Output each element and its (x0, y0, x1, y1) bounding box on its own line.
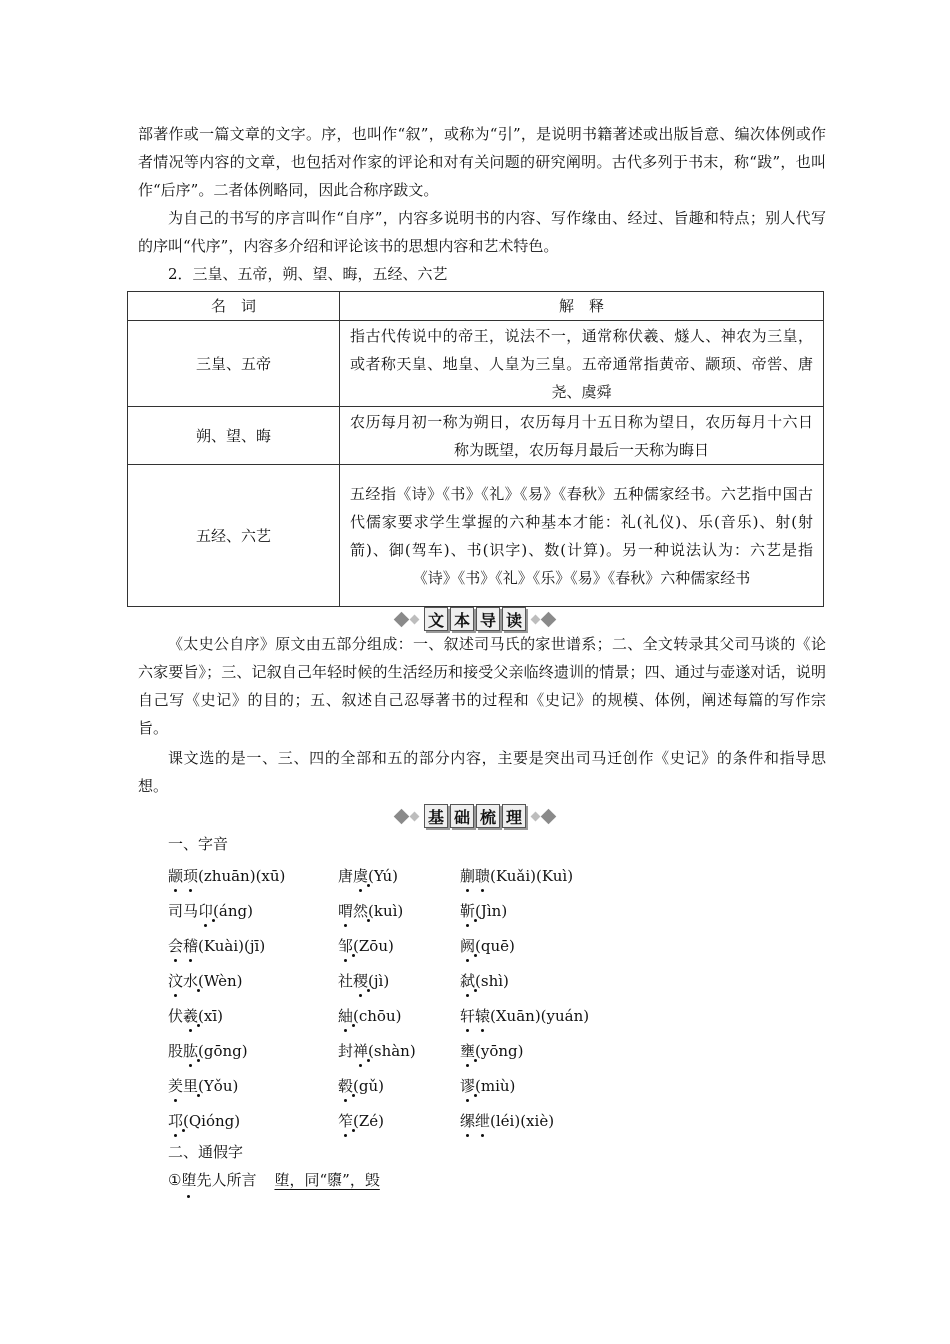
pronunciation-row (168, 928, 808, 963)
pronunciation-entry (168, 900, 338, 921)
table-header-row (128, 292, 824, 321)
char: 社 (338, 972, 354, 990)
pinyin: (yōng) (475, 1042, 524, 1060)
pinyin: (Wèn) (198, 972, 243, 990)
heading-char: 梳 (476, 804, 500, 828)
tongjiazi-item (168, 1168, 380, 1192)
char: 唐 (338, 867, 354, 885)
dotted-char: 缧 (460, 1112, 476, 1130)
pronunciation-entry (168, 1075, 338, 1096)
pronunciation-row (168, 858, 808, 893)
subheading-tongjiazi: 二、通假字 (168, 1143, 244, 1161)
heading-char: 本 (450, 607, 474, 631)
pronunciation-entry (168, 970, 338, 991)
diamond-decoration-icon (532, 811, 554, 822)
dotted-char: 壅 (460, 1042, 476, 1060)
pinyin: (Zé) (353, 1112, 385, 1130)
dotted-char: 绁 (475, 1112, 491, 1130)
row-term: 五经、六艺 (128, 465, 340, 607)
pronunciation-row (168, 893, 808, 928)
terms-table (127, 291, 824, 607)
dotted-char: 轩 (460, 1007, 476, 1025)
item-text: 先人所言 (196, 1171, 257, 1189)
header-desc: 解 释 (340, 292, 824, 321)
dotted-char: 邛 (168, 1112, 184, 1130)
pronunciation-entry (338, 865, 460, 886)
pinyin: (Kuǎi)(Kuì) (490, 867, 574, 885)
pronunciation-entry (460, 1075, 760, 1096)
intro-paragraph-2: 为自己的书写的序言叫作“自序”，内容多说明书的内容、写作缘由、经过、旨趣和特点；别人代写的序叫“代序”，内容多介绍和评论该书的思想内容和艺术特色。 (138, 209, 826, 255)
dotted-char: 笮 (338, 1112, 354, 1130)
pinyin: (Zōu) (353, 937, 394, 955)
dotted-char: 弑 (460, 972, 476, 990)
pronunciation-entry (168, 865, 338, 886)
heading-char: 导 (476, 607, 500, 631)
pinyin: (Xuān)(yuán) (490, 1007, 590, 1025)
pronunciation-entry (460, 1005, 760, 1026)
char: 封 (338, 1042, 354, 1060)
dotted-char: 阙 (460, 937, 476, 955)
pronunciation-row (168, 1103, 808, 1138)
dotted-char: 靳 (460, 902, 476, 920)
pronunciation-entry (338, 1075, 460, 1096)
pinyin: (Yǒu) (198, 1077, 239, 1095)
dotted-char: 堕 (181, 1168, 196, 1192)
pinyin: (miù) (475, 1077, 516, 1095)
dotted-char: 虞 (353, 867, 369, 885)
dotted-char: 卬 (198, 902, 214, 920)
row-desc: 农历每月初一称为朔日，农历每月十五日称为望日，农历每月十六日称为既望，农历每月最后一天称为晦日 (340, 407, 824, 465)
diamond-decoration-icon (396, 811, 418, 822)
dotted-char: 邹 (338, 937, 354, 955)
dotted-char: 辕 (475, 1007, 491, 1025)
dotted-char: 蒯 (460, 867, 476, 885)
pinyin: (Jìn) (475, 902, 508, 920)
subheading-pronunciation: 一、字音 (168, 835, 229, 853)
item-2-title: 2．三皇、五帝，朔、望、晦，五经、六艺 (168, 265, 448, 283)
section-heading-basics (0, 803, 950, 829)
pronunciation-entry (460, 900, 760, 921)
dotted-char: 肱 (183, 1042, 199, 1060)
diamond-decoration-icon (532, 614, 554, 625)
dotted-char: 顼 (183, 867, 199, 885)
row-desc: 指古代传说中的帝王，说法不一，通常称伏羲、燧人、神农为三皇，或者称天皇、地皇、人皇为三皇。五帝通常指黄帝、颛顼、帝喾、唐尧、虞舜 (340, 321, 824, 407)
pronunciation-grid (168, 858, 808, 1138)
item-answer: 堕，同“隳”，毁 (274, 1171, 380, 1189)
heading-char: 读 (502, 607, 526, 631)
heading-char: 文 (424, 607, 448, 631)
item-number: ① (168, 1171, 182, 1189)
dotted-char: 禅 (353, 1042, 369, 1060)
table-row (128, 465, 824, 607)
diamond-decoration-icon (396, 614, 418, 625)
pinyin: (kuì) (368, 902, 404, 920)
table-row (128, 407, 824, 465)
header-term: 名 词 (128, 292, 340, 321)
row-desc: 五经指《诗》《书》《礼》《易》《春秋》五种儒家经书。六艺指中国古代儒家要求学生掌握的六种基本才能：礼(礼仪)、乐(音乐)、射(射箭)、御(驾车)、书(识字)、数(计算)。另一种说法认为：六艺是指《诗》《书》《礼》《乐》《易》《春秋》六种儒家经书 (340, 465, 824, 607)
char: 然 (353, 902, 369, 920)
pronunciation-row (168, 1033, 808, 1068)
row-term: 三皇、五帝 (128, 321, 340, 407)
pronunciation-entry (168, 1005, 338, 1026)
pinyin: (áng) (213, 902, 253, 920)
dotted-char: 汶 (168, 972, 184, 990)
char: 伏 (168, 1007, 184, 1025)
pronunciation-entry (460, 970, 760, 991)
table-row (128, 321, 824, 407)
pinyin: (gōng) (198, 1042, 248, 1060)
dotted-char: 羑 (168, 1077, 184, 1095)
pronunciation-entry (460, 865, 760, 886)
pinyin: (chōu) (353, 1007, 402, 1025)
pinyin: (Yú) (368, 867, 398, 885)
pronunciation-entry (168, 935, 338, 956)
pronunciation-entry (460, 935, 760, 956)
dotted-char: 谬 (460, 1077, 476, 1095)
char: 水 (183, 972, 199, 990)
dotted-char: 稷 (353, 972, 369, 990)
pronunciation-entry (338, 1110, 460, 1131)
pronunciation-row (168, 963, 808, 998)
text-guide-paragraph-1: 《太史公自序》原文由五部分组成：一、叙述司马氏的家世谱系；二、全文转录其父司马谈的《论六家要旨》；三、记叙自己年轻时候的生活经历和接受父亲临终遗训的情景；四、通过与壶遂对话，说明自己写《史记》的目的；五、叙述自己忍辱著书的过程和《史记》的规模、体例，阐述每篇的写作宗旨。 (138, 635, 826, 737)
dotted-char: 毂 (338, 1077, 354, 1095)
pronunciation-entry (338, 1005, 460, 1026)
pinyin: (Qióng) (183, 1112, 241, 1130)
char: 股 (168, 1042, 184, 1060)
pronunciation-entry (338, 1040, 460, 1061)
heading-char: 基 (424, 804, 448, 828)
dotted-char: 聩 (475, 867, 491, 885)
pronunciation-entry (168, 1040, 338, 1061)
char: 司马 (168, 902, 199, 920)
dotted-char: 会 (168, 937, 184, 955)
pronunciation-entry (338, 900, 460, 921)
pinyin: (shì) (475, 972, 509, 990)
dotted-char: 稽 (183, 937, 199, 955)
dotted-char: 羲 (183, 1007, 199, 1025)
dotted-char: 喟 (338, 902, 354, 920)
char: 里 (183, 1077, 199, 1095)
pinyin: (shàn) (368, 1042, 416, 1060)
heading-char: 理 (502, 804, 526, 828)
pinyin: (quē) (475, 937, 515, 955)
row-term: 朔、望、晦 (128, 407, 340, 465)
pinyin: (léi)(xiè) (490, 1112, 555, 1130)
text-guide-paragraph-2: 课文选的是一、三、四的全部和五的部分内容，主要是突出司马迁创作《史记》的条件和指导思想。 (138, 749, 826, 795)
pinyin: (zhuān)(xū) (198, 867, 286, 885)
pronunciation-row (168, 1068, 808, 1103)
pinyin: (gǔ) (353, 1077, 384, 1095)
pinyin: (Kuài)(jī) (198, 937, 266, 955)
pronunciation-entry (338, 935, 460, 956)
heading-char: 础 (450, 804, 474, 828)
pinyin: (xī) (198, 1007, 223, 1025)
pronunciation-entry (460, 1040, 760, 1061)
dotted-char: 紬 (338, 1007, 354, 1025)
intro-paragraph-1: 部著作或一篇文章的文字。序，也叫作“叙”，或称为“引”，是说明书籍著述或出版旨意、编次体例或作者情况等内容的文章，也包括对作家的评论和对有关问题的研究阐明。古代多列于书末，称“跋”，也叫作“后序”。二者体例略同，因此合称序跋文。 (138, 125, 826, 199)
pronunciation-entry (460, 1110, 760, 1131)
pronunciation-entry (338, 970, 460, 991)
pronunciation-entry (168, 1110, 338, 1131)
section-heading-text-guide (0, 606, 950, 632)
pronunciation-row (168, 998, 808, 1033)
dotted-char: 颛 (168, 867, 184, 885)
pinyin: (jì) (368, 972, 390, 990)
